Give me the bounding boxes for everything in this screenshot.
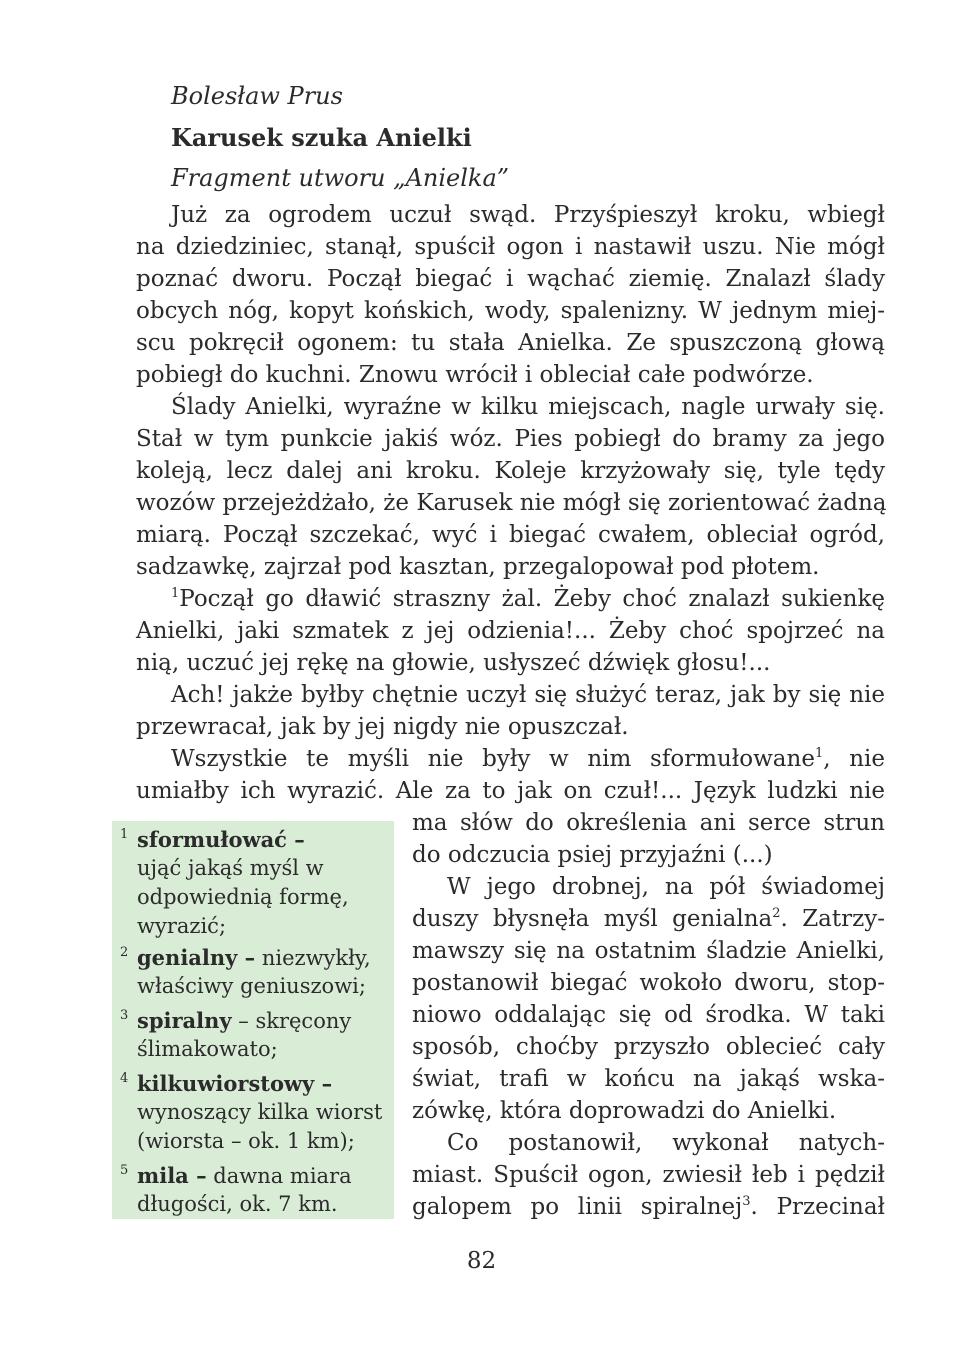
text-line: scu pokręcił ogonem: tu stała Anielka. Ze spuszczoną głową [136,330,885,356]
footnote-ref: 1 [171,586,180,601]
glossary-number: 5 [120,1163,129,1178]
text-span: duszy błysnęła myśl genialna [412,906,773,932]
text-line: na dziedziniec, stanął, spuścił ogon i nastawił uszu. Nie mógł [136,234,885,260]
glossary-line [137,825,305,855]
text-line: przewracał, jak by jej nigdy nie opuszczał. [136,714,629,740]
glossary-number: 2 [120,945,129,960]
text-span: . Przecinał [750,1194,885,1220]
text-line: wozów przejeżdżało, że Karusek nie mógł się zorientować żadną [136,490,887,516]
text-span: . Zatrzy- [780,906,886,932]
glossary-line: (wiorsta – ok. 1 km); [137,1129,355,1153]
glossary-line [137,1006,351,1036]
text-line: ma słów do określenia ani serce strun [412,810,885,836]
text-span: , nie [823,746,885,772]
text-line: do odczucia psiej przyjaźni (...) [412,842,773,868]
text-line: Już za ogrodem uczuł swąd. Przyśpieszył kroku, wbiegł [171,202,885,228]
glossary-line: ślimakowato; [137,1037,278,1061]
glossary-number: 4 [120,1071,129,1086]
text-line: sposób, choćby przyszło oblecieć cały [412,1034,885,1060]
glossary-line: odpowiednią formę, [137,885,349,909]
story-subtitle: Fragment utworu „Anielka” [171,164,510,192]
text-line: miarą. Począł szczekać, wyć i biegać cwałem, obleciał ogród, [136,522,885,548]
text-line: postanowił biegać wokoło dworu, stop- [412,970,885,996]
text-span: galopem po linii spiralnej [412,1194,743,1220]
text-line: Ślady Anielki, wyraźne w kilku miejscach, nagle urwały się. [171,394,885,420]
text-line: Stał w tym punkcie jakiś wóz. Pies pobiegł do bramy za jego [136,426,885,452]
glossary-number: 3 [120,1008,129,1023]
glossary-term: spiralny [137,1008,232,1033]
text-line: zówkę, która doprowadzi do Anielki. [412,1098,837,1124]
text-span: Wszystkie te myśli nie były w nim sformułowane [171,746,815,772]
glossary-line: wyrazić; [137,914,227,938]
footnote-ref: 1 [814,746,824,761]
text-line: Co postanowił, wykonał natych- [447,1130,885,1156]
glossary-definition: dawna miara [206,1164,352,1188]
glossary-line [137,943,371,973]
text-line: sadzawkę, zajrzał pod kasztan, przegalopował pod płotem. [136,554,820,580]
footnote-ref: 3 [742,1194,751,1209]
text-line: umiałby ich wyrazić. Ale za to jak on czuł!... Język ludzki nie [136,778,885,804]
glossary-term: mila – [137,1163,207,1188]
glossary-line: długości, ok. 7 km. [137,1192,338,1216]
glossary-line: ująć jakąś myśl w [137,856,324,880]
footnote-ref: 2 [772,906,781,921]
text-line: obcych nóg, kopyt końskich, wody, spalenizny. W jednym miej- [136,298,885,324]
text-span: Począł go dławić straszny żal. Żeby choć znalazł sukienkę [179,586,885,612]
text-line: koleją, lecz dalej ani kroku. Koleje krzyżowały się, tyle tędy [136,458,885,484]
text-line: Ach! jakże byłby chętnie uczył się służyć teraz, jak by się nie [171,682,885,708]
text-line: Anielki, jaki szmatek z jej odzienia!... Żeby choć spojrzeć na [136,618,885,644]
text-line: niowo oddalając się od środka. W taki [412,1002,885,1028]
glossary-line: wynoszący kilka wiorst [137,1100,383,1124]
text-line: pobiegł do kuchni. Znowu wrócił i obleciał całe podwórze. [136,362,814,388]
author: Bolesław Prus [171,82,343,110]
glossary-term: kilkuwiorstowy – [137,1071,333,1096]
glossary-line [137,1161,352,1191]
text-line [412,1191,885,1223]
text-line: poznać dworu. Począł biegać i wąchać ziemię. Znalazł ślady [136,266,885,292]
text-line: świat, trafi w końcu na jakąś wska- [412,1066,885,1092]
text-line: nią, uczuć jej rękę na głowie, usłyszeć dźwięk głosu!... [136,650,771,676]
glossary-number: 1 [120,827,129,842]
page-number: 82 [466,1248,497,1274]
glossary-line [137,1069,332,1099]
story-title: Karusek szuka Anielki [171,123,472,152]
text-line: W jego drobnej, na pół świadomej [447,874,885,900]
text-line: mawszy się na ostatnim śladzie Anielki, [412,938,885,964]
glossary-term: sformułować – [137,827,305,852]
glossary-definition: niezwykły, [255,946,371,970]
glossary-term: genialny – [137,945,256,970]
glossary-line: właściwy geniuszowi; [137,974,366,998]
glossary-definition: – skręcony [231,1009,352,1033]
text-line [171,743,885,775]
glossary-box [112,821,394,1219]
text-line [171,583,885,615]
text-line: miast. Spuścił ogon, zwiesił łeb i pędził [412,1162,885,1188]
text-line [412,903,885,935]
